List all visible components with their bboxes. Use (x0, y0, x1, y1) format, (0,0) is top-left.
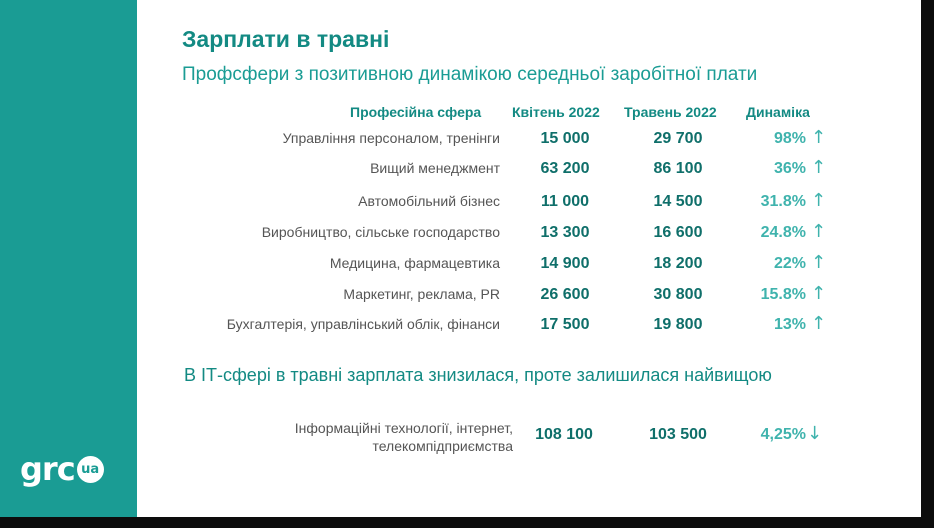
logo-badge: ua (77, 456, 104, 483)
arrow-up-icon: ↑ (811, 190, 827, 211)
row-may: 30 800 (653, 286, 703, 303)
table-row (0, 252, 921, 277)
row-dynamics: 22% (773, 255, 806, 272)
table-row (0, 283, 921, 308)
page-title: Зарплати в травні (182, 26, 390, 52)
table-row (0, 313, 921, 338)
row-dynamics: 24.8% (760, 224, 806, 241)
row-dynamics: 15.8% (760, 286, 806, 303)
header-sector: Професійна сфера (350, 104, 482, 120)
table-row (0, 190, 921, 215)
row-sector: Управління персоналом, тренінги (282, 130, 500, 146)
it-sector-line-2: телекомпідприємства (372, 438, 513, 454)
grc-logo (20, 450, 104, 488)
arrow-up-icon: ↑ (811, 127, 827, 148)
row-april: 63 200 (540, 160, 590, 177)
it-may: 103 500 (649, 426, 707, 443)
it-sector-line-1: Інформаційні технології, інтернет, (294, 420, 513, 436)
arrow-up-icon: ↑ (811, 313, 827, 334)
header-april: Квітень 2022 (512, 104, 600, 120)
row-may: 16 600 (653, 224, 703, 241)
it-row (0, 423, 921, 448)
row-dynamics: 36% (773, 160, 806, 177)
header-may: Травень 2022 (624, 104, 717, 120)
row-april: 13 300 (540, 224, 590, 241)
row-sector: Автомобільний бізнес (358, 193, 500, 209)
table-row (0, 221, 921, 246)
screen-edge-bottom (0, 517, 934, 528)
screen-edge-right (921, 0, 934, 528)
arrow-up-icon: ↑ (811, 283, 827, 304)
row-sector: Вищий менеджмент (370, 160, 500, 176)
it-april: 108 100 (535, 426, 593, 443)
row-sector: Виробництво, сільське господарство (261, 224, 500, 240)
page-subtitle: Профсфери з позитивною динамікою середньої заробітної плати (182, 64, 758, 85)
row-dynamics: 31.8% (760, 193, 806, 210)
row-april: 14 900 (540, 255, 590, 272)
logo-text: grc (20, 450, 75, 488)
row-april: 11 000 (540, 193, 590, 210)
arrow-up-icon: ↑ (811, 252, 827, 273)
row-may: 29 700 (653, 130, 703, 147)
row-dynamics: 13% (773, 316, 806, 333)
row-may: 86 100 (653, 160, 703, 177)
row-sector: Маркетинг, реклама, PR (343, 286, 500, 302)
row-sector: Медицина, фармацевтика (329, 255, 500, 271)
row-may: 19 800 (653, 316, 703, 333)
table-row (0, 157, 921, 182)
arrow-up-icon: ↑ (811, 221, 827, 242)
table-row (0, 127, 921, 152)
arrow-down-icon: ↓ (807, 423, 823, 444)
it-heading: В ІТ-сфері в травні зарплата знизилася, проте залишилася найвищою (184, 365, 772, 385)
row-april: 15 000 (540, 130, 590, 147)
row-april: 17 500 (540, 316, 590, 333)
row-may: 14 500 (653, 193, 703, 210)
row-may: 18 200 (653, 255, 703, 272)
row-sector: Бухгалтерія, управлінський облік, фінанси (226, 316, 500, 332)
row-april: 26 600 (540, 286, 590, 303)
it-dynamics: 4,25% (760, 426, 806, 443)
row-dynamics: 98% (773, 130, 806, 147)
header-dynamics: Динаміка (746, 104, 810, 120)
arrow-up-icon: ↑ (811, 157, 827, 178)
